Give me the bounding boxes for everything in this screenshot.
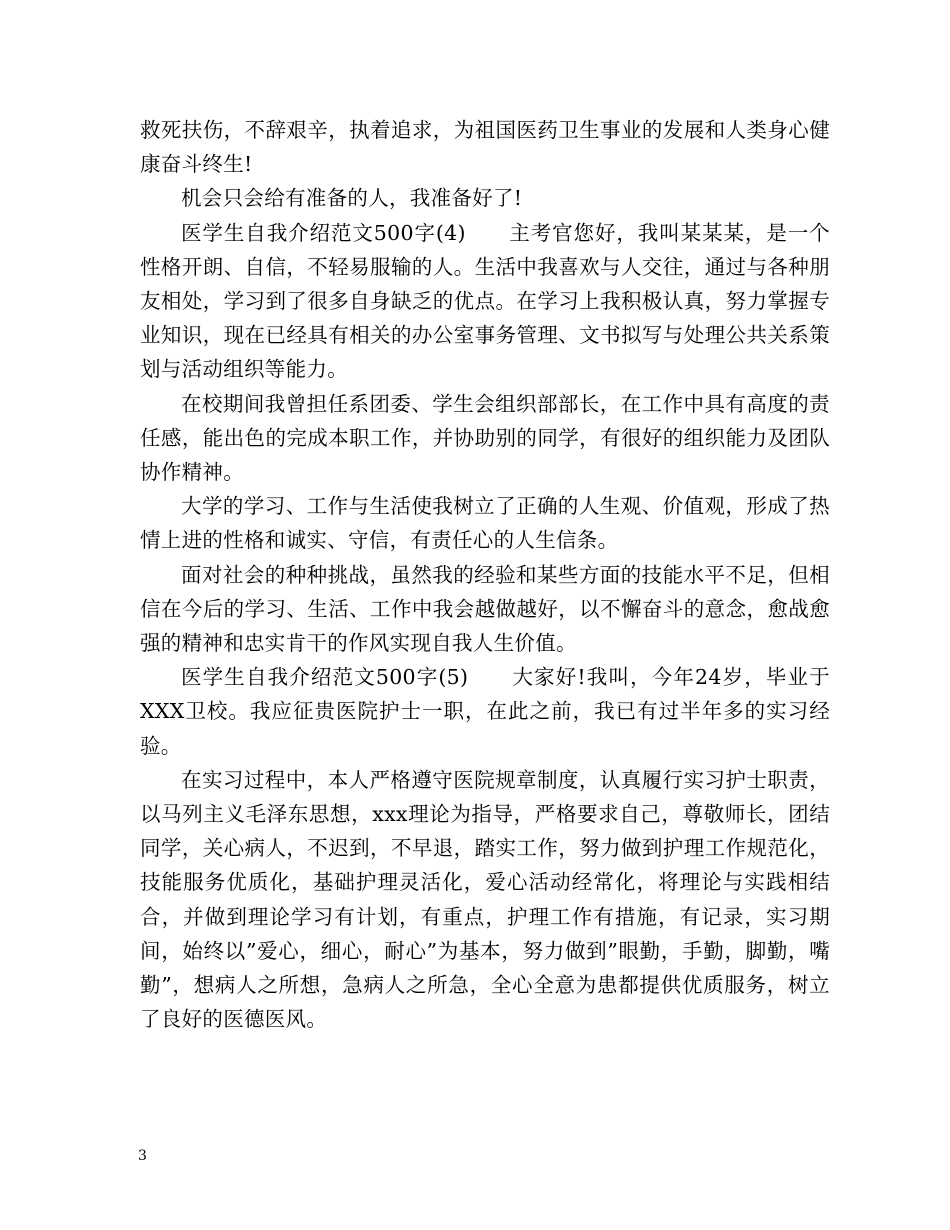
paragraph-3: 医学生自我介绍范文500字(4) 主考官您好，我叫某某某，是一个性格开朗、自信，不轻易服输的人。生活中我喜欢与人交往，通过与各种朋友相处，学习到了很多自身缺乏的优点。在学习上我积极认真，努力掌握专业知识，现在已经具有相关的办公室事务管理、文书拟写与处理公共关系策划与活动组织等能力。 bbox=[140, 220, 830, 382]
paragraph-1: 救死扶伤，不辞艰辛，执着追求，为祖国医药卫生事业的发展和人类身心健康奋斗终生! bbox=[140, 118, 830, 177]
paragraph-4: 在校期间我曾担任系团委、学生会组织部部长，在工作中具有高度的责任感，能出色的完成本职工作，并协助别的同学，有很好的组织能力及团队协作精神。 bbox=[140, 391, 830, 485]
paragraph-8: 在实习过程中，本人严格遵守医院规章制度，认真履行实习护士职责，以马列主义毛泽东思想，xxx理论为指导，严格要求自己，尊敬师长，团结同学，关心病人，不迟到，不早退，踏实工作，努力做到护理工作规范化，技能服务优质化，基础护理灵活化，爱心活动经常化，将理论与实践相结合，并做到理论学习有计划，有重点，护理工作有措施，有记录，实习期间，始终以”爱心，细心，耐心”为基本，努力做到”眼勤，手勤，脚勤，嘴勤”，想病人之所想，急病人之所急，全心全意为患都提供优质服务，树立了良好的医德医风。 bbox=[140, 767, 830, 1032]
paragraph-2: 机会只会给有准备的人，我准备好了! bbox=[181, 186, 523, 211]
body-text bbox=[140, 113, 830, 1036]
paragraph-6: 面对社会的种种挑战，虽然我的经验和某些方面的技能水平不足，但相信在今后的学习、生活、工作中我会越做越好，以不懈奋斗的意念，愈战愈强的精神和忠实肯干的作风实现自我人生价值。 bbox=[140, 562, 830, 656]
paragraph-7: 医学生自我介绍范文500字(5) 大家好!我叫，今年24岁，毕业于XXX卫校。我应征贵医院护士一职，在此之前，我已有过半年多的实习经验。 bbox=[140, 665, 830, 758]
page-number: 3 bbox=[138, 1148, 147, 1164]
paragraph-5: 大学的学习、工作与生活使我树立了正确的人生观、价值观，形成了热情上进的性格和诚实、守信，有责任心的人生信条。 bbox=[140, 494, 830, 553]
